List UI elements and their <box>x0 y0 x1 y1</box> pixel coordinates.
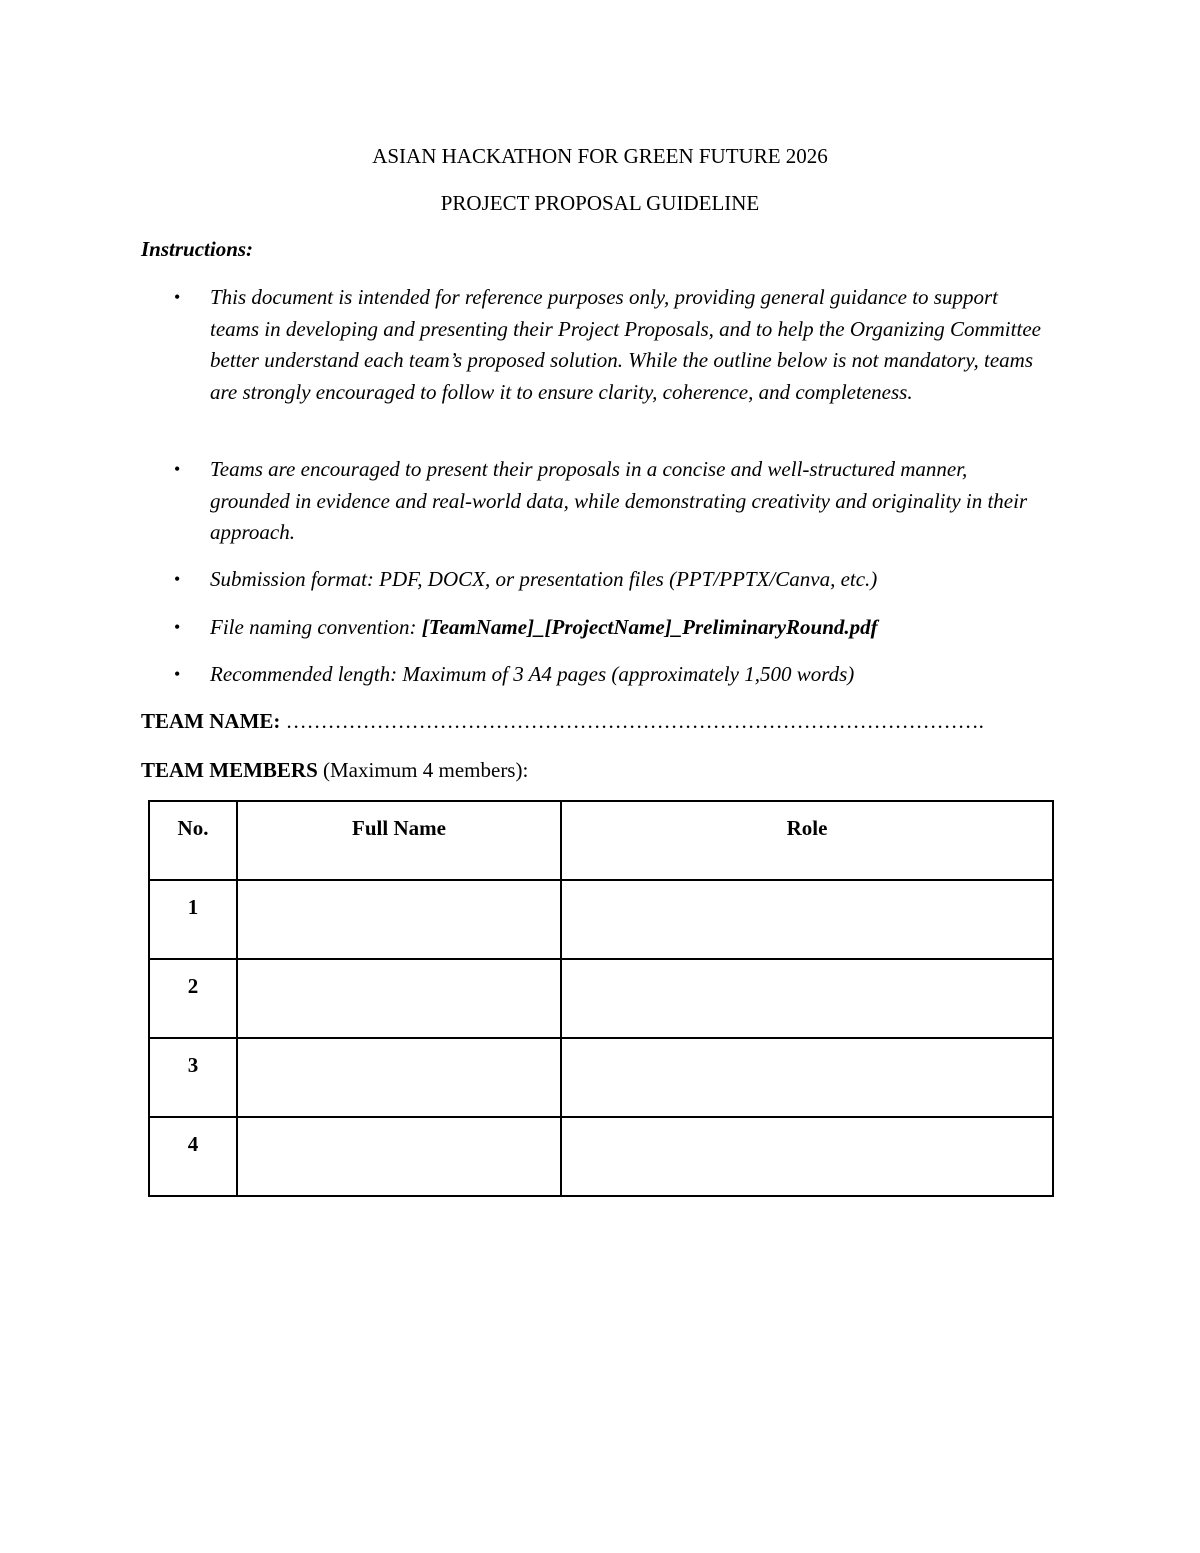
list-item <box>174 282 1050 408</box>
bullet-icon: • <box>174 287 181 307</box>
role-cell[interactable] <box>561 959 1053 1038</box>
file-naming-pattern: [TeamName]_[ProjectName]_PreliminaryRound.pdf <box>421 615 878 639</box>
row-number: 1 <box>149 880 237 959</box>
list-item <box>174 612 1050 644</box>
bullet-icon: • <box>174 664 181 684</box>
team-name-field[interactable]: ………………………………………………………………………………………. <box>285 709 984 733</box>
row-number: 3 <box>149 1038 237 1117</box>
full-name-cell[interactable] <box>237 1038 561 1117</box>
table-row <box>149 880 1053 959</box>
full-name-cell[interactable] <box>237 959 561 1038</box>
role-cell[interactable] <box>561 880 1053 959</box>
team-members-table <box>148 800 1054 1197</box>
team-name-line <box>141 707 984 735</box>
bullet-text: This document is intended for reference purposes only, providing general guidance to support teams in developing and presenting their Project Proposals, and to help the Organizing Committee better understand each team’s proposed solution. While the outline below is not mandatory, teams are strongly encouraged to follow it to ensure clarity, coherence, and completeness. <box>210 285 1041 404</box>
full-name-cell[interactable] <box>237 880 561 959</box>
header-full-name: Full Name <box>237 801 561 880</box>
table-row <box>149 1038 1053 1117</box>
header-no: No. <box>149 801 237 880</box>
bullet-text: Recommended length: Maximum of 3 A4 pages (approximately 1,500 words) <box>210 662 855 686</box>
team-members-note: (Maximum 4 members): <box>323 758 529 782</box>
document-title: ASIAN HACKATHON FOR GREEN FUTURE 2026 <box>372 144 828 168</box>
bullet-icon: • <box>174 459 181 479</box>
row-number: 4 <box>149 1117 237 1196</box>
table-row <box>149 1117 1053 1196</box>
team-members-line <box>141 756 528 784</box>
bullet-text: Teams are encouraged to present their proposals in a concise and well-structured manner, grounded in evidence and real-world data, while demonstrating creativity and originality in their approach. <box>210 457 1028 544</box>
instructions-heading: Instructions: <box>141 237 254 261</box>
header-role: Role <box>561 801 1053 880</box>
table-header-row <box>149 801 1053 880</box>
bullet-icon: • <box>174 569 181 589</box>
table-row <box>149 959 1053 1038</box>
document-subtitle: PROJECT PROPOSAL GUIDELINE <box>440 191 760 215</box>
bullet-icon: • <box>174 617 181 637</box>
list-item <box>174 659 1050 691</box>
full-name-cell[interactable] <box>237 1117 561 1196</box>
row-number: 2 <box>149 959 237 1038</box>
role-cell[interactable] <box>561 1117 1053 1196</box>
team-name-label: TEAM NAME: <box>141 709 281 733</box>
team-members-label: TEAM MEMBERS <box>141 758 318 782</box>
role-cell[interactable] <box>561 1038 1053 1117</box>
bullet-text: File naming convention: <box>210 615 422 639</box>
list-item <box>174 454 1050 549</box>
bullet-text: Submission format: PDF, DOCX, or presentation files (PPT/PPTX/Canva, etc.) <box>210 567 878 591</box>
list-item <box>174 564 1050 596</box>
